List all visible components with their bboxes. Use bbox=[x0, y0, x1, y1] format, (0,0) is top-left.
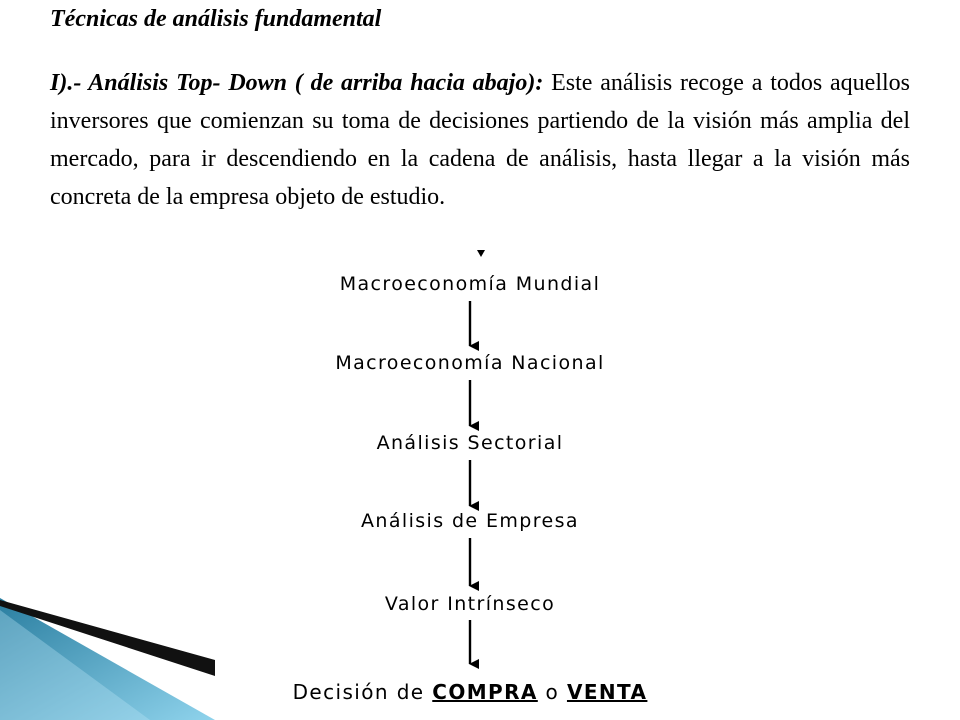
final-connector: o bbox=[537, 680, 567, 704]
final-option-sell: VENTA bbox=[566, 680, 648, 704]
flow-step-world-macro: Macroeconomía Mundial bbox=[339, 273, 601, 295]
flow-step-sector-analysis: Análisis Sectorial bbox=[376, 432, 564, 454]
flow-step-company-analysis: Análisis de Empresa bbox=[361, 510, 579, 532]
small-marker-icon bbox=[477, 250, 485, 257]
flow-final-decision bbox=[200, 680, 740, 704]
final-option-buy: COMPRA bbox=[432, 680, 538, 704]
final-prefix: Decisión de bbox=[292, 680, 433, 704]
flow-step-national-macro: Macroeconomía Nacional bbox=[335, 352, 605, 374]
slide-title: Técnicas de análisis fundamental bbox=[50, 6, 382, 32]
section-heading: I).- Análisis Top- Down ( de arriba hacia abajo): bbox=[50, 70, 544, 96]
flow-step-intrinsic-value: Valor Intrínseco bbox=[384, 593, 556, 615]
section-text: Este análisis recoge a todos aquellos inversores que comienzan su toma de decisiones partiendo de la visión más amplia del mercado, para ir descendiendo en la cadena de análisis, hasta llegar a la visión más concreta de la empresa objeto de estudio. bbox=[50, 70, 910, 210]
